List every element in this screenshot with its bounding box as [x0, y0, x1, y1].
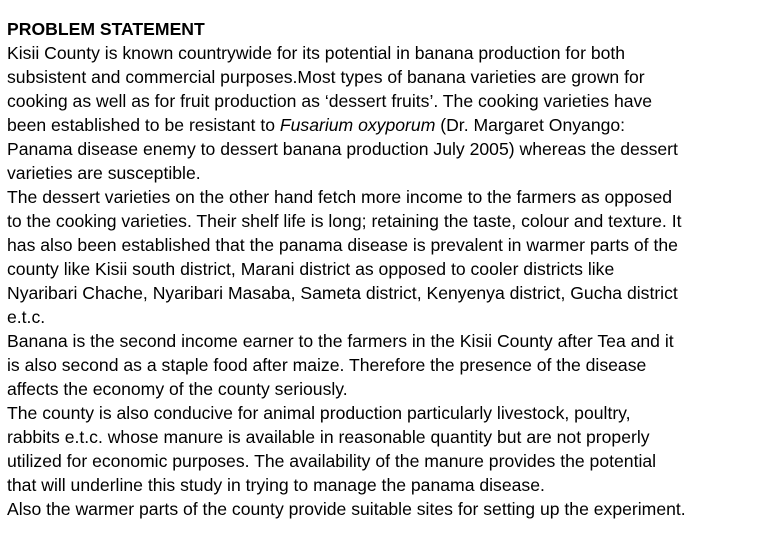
citation-start-text: (Dr. Margaret Onyango: — [435, 115, 626, 135]
paragraph-line: Nyaribari Chache, Nyaribari Masaba, Sameta district, Kenyenya district, Gucha district — [7, 283, 678, 303]
paragraph-line: that will underline this study in trying to manage the panama disease. — [7, 475, 545, 495]
pathogen-name: Fusarium oxyporum — [279, 115, 436, 135]
paragraph-line: has also been established that the panama disease is prevalent in warmer parts of the — [7, 235, 678, 255]
paragraph-line: varieties are susceptible. — [7, 163, 201, 183]
paragraph-line: The dessert varieties on the other hand fetch more income to the farmers as opposed — [7, 187, 673, 207]
paragraph-line: Kisii County is known countrywide for its potential in banana production for both — [7, 43, 626, 63]
paragraph-line: is also second as a staple food after maize. Therefore the presence of the disease — [7, 355, 647, 375]
paragraph-line: affects the economy of the county seriously. — [7, 379, 348, 399]
paragraph-line: to the cooking varieties. Their shelf life is long; retaining the taste, colour and texture. It — [7, 211, 682, 231]
paragraph-line: cooking as well as for fruit production as ‘dessert fruits’. The cooking varieties have — [7, 91, 653, 111]
paragraph-line: rabbits e.t.c. whose manure is available in reasonable quantity but are not properly — [7, 427, 650, 447]
paragraph-line: Also the warmer parts of the county provide suitable sites for setting up the experiment. — [7, 499, 686, 519]
paragraph-line: utilized for economic purposes. The availability of the manure provides the potential — [7, 451, 657, 471]
paragraph-line: e.t.c. — [7, 307, 46, 327]
line-start-text: been established to be resistant to — [7, 115, 280, 135]
document-body — [7, 17, 779, 521]
paragraph-line-with-italic — [7, 113, 779, 137]
paragraph-line: county like Kisii south district, Marani district as opposed to cooler districts like — [7, 259, 615, 279]
paragraph-line: Panama disease enemy to dessert banana production July 2005) whereas the dessert — [7, 139, 678, 159]
paragraph-line: subsistent and commercial purposes.Most types of banana varieties are grown for — [7, 67, 645, 87]
paragraph-line: The county is also conducive for animal production particularly livestock, poultry, — [7, 403, 631, 423]
paragraph-line: Banana is the second income earner to the farmers in the Kisii County after Tea and it — [7, 331, 674, 351]
document-title: PROBLEM STATEMENT — [7, 19, 205, 39]
